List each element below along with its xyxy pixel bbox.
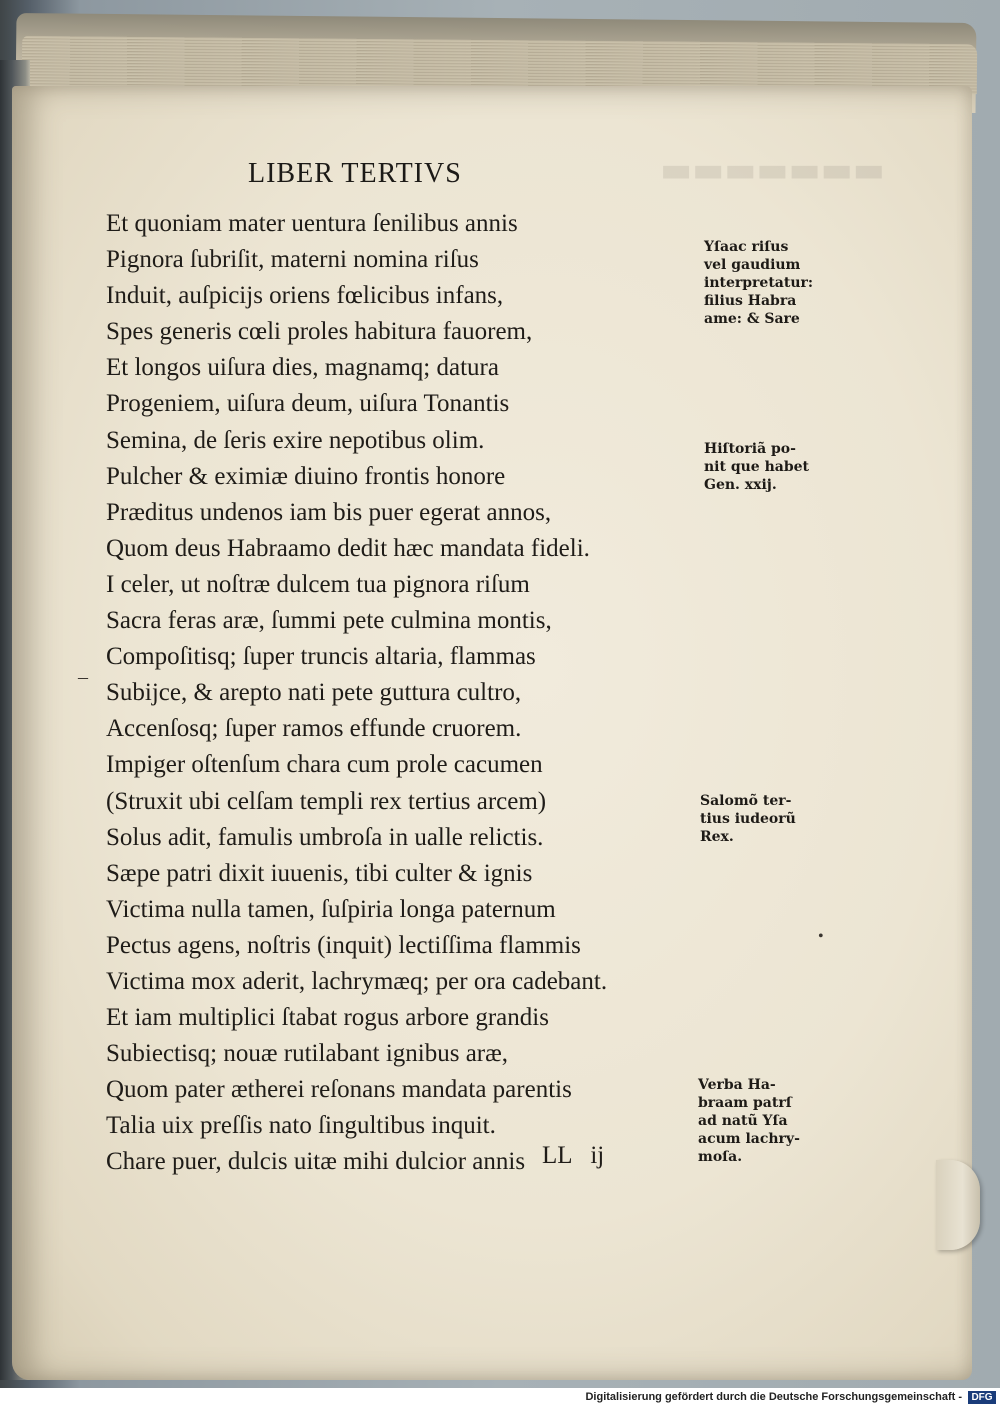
verse-line: Induit, auſpicijs oriens fœlicibus infans, [106,282,504,310]
running-head: LIBER TERTIVS [248,158,462,189]
verse-line: Impiger oſtenſum chara cum prole cacumen [106,751,543,779]
verse-line: Accenſosq; ſuper ramos effunde cruorem. [106,715,522,743]
verse-line: Solus adit, famulis umbroſa in ualle relictis. [106,823,544,851]
verse-line: Præditus undenos iam bis puer egerat annos, [106,498,552,526]
verse-line: (Struxit ubi celſam templi rex tertius arcem) [106,787,547,815]
verse-block [106,206,607,1181]
verse-line: Et longos uiſura dies, magnamq; datura [106,354,499,382]
signature-mark: LL ij [542,1142,605,1169]
verse-line: Progeniem, uiſura deum, uiſura Tonantis [106,390,510,418]
margin-dot-mark: • [818,928,824,945]
page-tab-curl [936,1160,980,1250]
marginal-gloss-verba: Verba Ha- braam patrſ ad natũ Yſa acum lachry- moſa. [698,1077,800,1165]
verse-line: Spes generis cœli proles habitura fauorem, [106,318,533,346]
marginal-gloss-isaac: Yſaac riſus vel gaudium interpretatur: filius Habra ame: & Sare [704,239,814,327]
verse-line: Chare puer, dulcis uitæ mihi dulcior annis [106,1148,526,1176]
verse-line: Et quoniam mater uentura ſenilibus annis [106,210,518,237]
verse-line: Semina, de ſeris exire nepotibus olim. [106,426,485,454]
funding-note: Digitalisierung gefördert durch die Deutsche Forschungsgemeinschaft - [585,1391,962,1403]
dfg-logo: DFG [968,1391,996,1404]
marginal-gloss-salomon: Salomõ ter- tius iudeorũ Rex. [700,793,796,845]
margin-dash-mark: – [78,666,88,688]
verse-line: Subijce, & arepto nati pete guttura cultro, [106,679,522,707]
show-through: ▬▬▬▬▬▬▬ [660,150,885,190]
verse-line: Sæpe patri dixit iuuenis, tibi culter & ignis [106,859,533,887]
verse-line: Et iam multiplici ſtabat rogus arbore grandis [106,1004,549,1032]
verse-line: Quom pater ætherei reſonans mandata parentis [106,1076,572,1104]
verse-line: Pignora ſubriſit, materni nomina riſus [106,246,479,274]
verse-line: Talia uix preſſis nato ſingultibus inquit. [106,1112,496,1140]
verse-line: Sacra feras aræ, ſummi pete culmina montis, [106,607,552,635]
verse-line: Quom deus Habraamo dedit hæc mandata fideli. [106,534,590,562]
verse-line: Victima mox aderit, lachrymæq; per ora cadebant. [106,967,608,995]
verse-line: Pectus agens, noſtris (inquit) lectiſſima flammis [106,931,581,959]
verse-line: Compoſitisq; ſuper truncis altaria, flammas [106,643,536,671]
verse-line: I celer, ut noſtræ dulcem tua pignora riſum [106,570,530,598]
verse-line: Pulcher & eximiæ diuino frontis honore [106,462,506,490]
verse-line: Subiectisq; nouæ rutilabant ignibus aræ, [106,1040,509,1068]
verse-line: Victima nulla tamen, ſuſpiria longa paternum [106,895,556,923]
marginal-gloss-historia: Hiſtoriã po- nit que habet Gen. xxij. [704,441,809,493]
